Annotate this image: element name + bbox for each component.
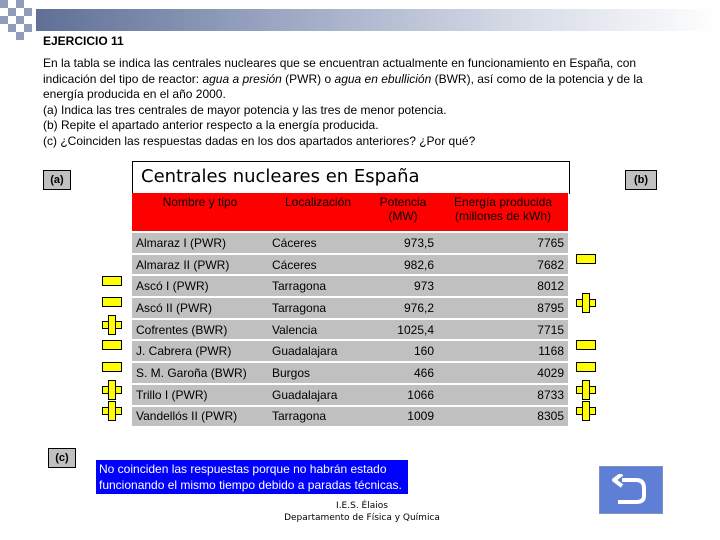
column-header-location: Localización [268, 193, 368, 232]
plus-icon [576, 401, 596, 421]
cell-power: 1025,4 [368, 319, 438, 341]
cell-name: Ascó II (PWR) [132, 297, 268, 319]
cell-location: Tarragona [268, 297, 368, 319]
instructions [43, 56, 683, 149]
button-part-a[interactable]: (a) [43, 170, 71, 190]
question-c: (c) ¿Coinciden las respuestas dadas en los dos apartados anteriores? ¿Por qué? [43, 133, 476, 148]
column-header-power: Potencia (MW) [368, 193, 438, 232]
cell-power: 973 [368, 275, 438, 297]
answer-c-text: No coinciden las respuestas porque no habrán estado funcionando el mismo tiempo debido a paradas técnicas. [96, 460, 408, 494]
instructions-line-2: indicación del tipo de reactor: agua a presión (PWR) o agua en ebullición (BWR), así como de la potencia y de la [43, 71, 643, 86]
plus-icon [576, 293, 596, 313]
cell-name: Cofrentes (BWR) [132, 319, 268, 341]
decorative-checker [0, 0, 34, 42]
cell-power: 1066 [368, 384, 438, 406]
footer-school: I.E.S. Élaios [336, 501, 388, 511]
footer [262, 500, 462, 524]
button-part-b[interactable]: (b) [625, 170, 657, 190]
cell-power: 973,5 [368, 232, 438, 254]
return-arrow-icon [612, 474, 650, 506]
column-header-name: Nombre y tipo [132, 193, 268, 232]
table-row [132, 384, 568, 406]
cell-energy: 8733 [438, 384, 568, 406]
cell-name: Almaraz I (PWR) [132, 232, 268, 254]
pwr-term: agua a presión [202, 71, 282, 86]
cell-power: 976,2 [368, 297, 438, 319]
button-part-c[interactable]: (c) [48, 448, 76, 468]
minus-icon [576, 340, 596, 350]
minus-icon [576, 362, 596, 372]
cell-location: Cáceres [268, 232, 368, 254]
minus-icon [102, 297, 122, 307]
cell-energy: 7765 [438, 232, 568, 254]
cell-power: 1009 [368, 406, 438, 428]
cell-energy: 1168 [438, 340, 568, 362]
cell-energy: 7715 [438, 319, 568, 341]
instructions-line-1: En la tabla se indica las centrales nucleares que se encuentran actualmente en funcionamiento en España, con [43, 56, 637, 70]
cell-location: Tarragona [268, 406, 368, 428]
cell-location: Cáceres [268, 254, 368, 276]
question-b: (b) Repite el apartado anterior respecto a la energía producida. [43, 118, 379, 132]
page-title: EJERCICIO 11 [43, 34, 124, 48]
plus-icon [102, 380, 122, 400]
bwr-term: agua en ebullición [334, 71, 432, 86]
cell-energy: 7682 [438, 254, 568, 276]
instructions-line-3: energía producida en el año 2000. [43, 87, 226, 101]
plus-icon [576, 380, 596, 400]
cell-energy: 8012 [438, 275, 568, 297]
minus-icon [576, 254, 596, 264]
cell-location: Guadalajara [268, 340, 368, 362]
minus-icon [102, 362, 122, 372]
cell-location: Tarragona [268, 275, 368, 297]
nuclear-plants-table [132, 193, 568, 428]
minus-icon [102, 276, 122, 286]
cell-name: J. Cabrera (PWR) [132, 340, 268, 362]
cell-energy: 8795 [438, 297, 568, 319]
table-title-banner [132, 161, 570, 194]
cell-name: Almaraz II (PWR) [132, 254, 268, 276]
cell-name: Ascó I (PWR) [132, 275, 268, 297]
cell-energy: 8305 [438, 406, 568, 428]
minus-icon [102, 340, 122, 350]
cell-power: 466 [368, 362, 438, 384]
cell-name: Trillo I (PWR) [132, 384, 268, 406]
plus-icon [102, 315, 122, 335]
table-title: Centrales nucleares en España [141, 166, 420, 187]
table-row [132, 232, 568, 254]
return-button[interactable] [599, 466, 663, 514]
table-row [132, 254, 568, 276]
cell-location: Valencia [268, 319, 368, 341]
table-row [132, 297, 568, 319]
cell-name: S. M. Garoña (BWR) [132, 362, 268, 384]
column-header-energy: Energía producida (millones de kWh) [438, 193, 568, 232]
header-gradient-bar [36, 9, 720, 31]
cell-name: Vandellós II (PWR) [132, 406, 268, 428]
cell-power: 160 [368, 340, 438, 362]
table-row [132, 275, 568, 297]
cell-location: Burgos [268, 362, 368, 384]
table-row [132, 319, 568, 341]
footer-department: Departamento de Física y Química [284, 513, 440, 523]
table-row [132, 340, 568, 362]
cell-energy: 4029 [438, 362, 568, 384]
table-row [132, 406, 568, 428]
table-row [132, 362, 568, 384]
plus-icon [102, 401, 122, 421]
cell-power: 982,6 [368, 254, 438, 276]
question-a: (a) Indica las tres centrales de mayor potencia y las tres de menor potencia. [43, 102, 447, 117]
cell-location: Guadalajara [268, 384, 368, 406]
